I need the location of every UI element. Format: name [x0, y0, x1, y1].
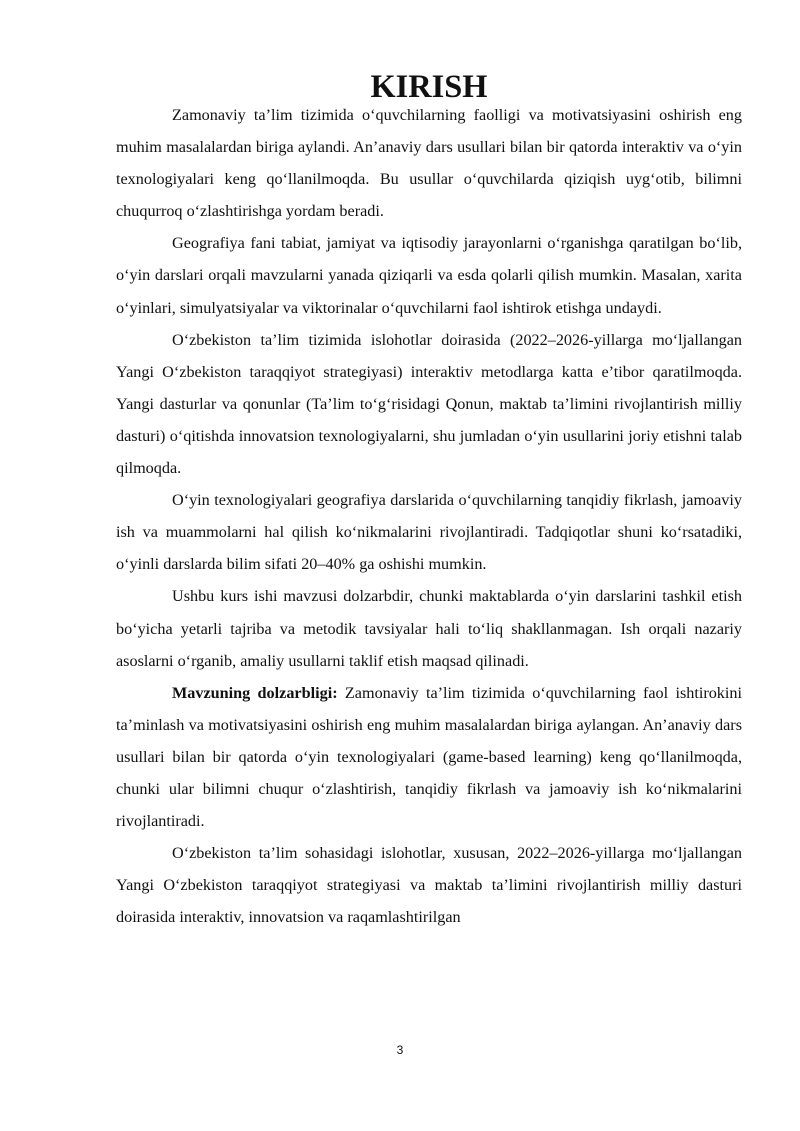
paragraph-3	[116, 324, 742, 484]
paragraph-1	[116, 99, 742, 227]
paragraph-lead: Mavzuning dolzarbligi:	[172, 683, 338, 702]
paragraph-text: O‘zbekiston ta’lim tizimida islohotlar doirasida (2022–2026-yillarga mo‘ljallangan Yangi O‘zbekiston taraqqiyot strategiyasi) interaktiv metodlarga katta e’tibor qaratilmoqda. Yangi dasturlar va qonunlar (Ta’lim to‘g‘risidagi Qonun, maktab ta’limini rivojlantirish milliy dasturi) o‘qitishda innovatsion texnologiyalarni, shu jumladan o‘yin usullarini joriy etishni talab qilmoqda.	[116, 330, 742, 478]
paragraph-text: O‘yin texnologiyalari geografiya darslarida o‘quvchilarning tanqidiy fikrlash, jamoaviy ish va muammolarni hal qilish ko‘nikmalarini rivojlantiradi. Tadqiqotlar shuni ko‘rsatadiki, o‘yinli darslarda bilim sifati 20–40% ga oshishi mumkin.	[116, 491, 742, 574]
paragraph-text: Zamonaviy ta’lim tizimida o‘quvchilarning faolligi va motivatsiyasini oshirish eng muhim masalalardan biriga aylandi. An’anaviy dars usullari bilan bir qatorda interaktiv va o‘yin texnologiyalari keng qo‘llanilmoqda. Bu usullar o‘quvchilarda qiziqish uyg‘otib, bilimni chuqurroq o‘zlashtirishga yordam beradi.	[116, 106, 742, 221]
paragraph-text: Zamonaviy ta’lim tizimida o‘quvchilarning faol ishtirokini ta’minlash va motivatsiyasini oshirish eng muhim masalalardan biriga aylangan. An’anaviy dars usullari bilan bir qatorda o‘yin texnologiyalari (game-based learning) keng qo‘llanilmoqda, chunki ular bilimni chuqur o‘zlashtirish, tanqidiy fikrlash va jamoaviy ish ko‘nikmalarini rivojlantiradi.	[116, 683, 742, 831]
paragraph-text: O‘zbekiston ta’lim sohasidagi islohotlar, xususan, 2022–2026-yillarga mo‘ljallangan Yangi O‘zbekiston taraqqiyot strategiyasi va maktab ta’limini rivojlantirish milliy dasturi doirasida interaktiv, innovatsion va raqamlashtirilgan	[116, 844, 742, 927]
page-number: 3	[396, 1043, 404, 1057]
page-content	[116, 69, 742, 933]
paragraph-7	[116, 837, 742, 933]
paragraph-4	[116, 484, 742, 580]
paragraph-5	[116, 580, 742, 676]
paragraph-text: Ushbu kurs ishi mavzusi dolzarbdir, chunki maktablarda o‘yin darslarini tashkil etish bo‘yicha yetarli tajriba va metodik tavsiyalar hali to‘liq shakllanmagan. Ish orqali nazariy asoslarni o‘rganib, amaliy usullarni taklif etish maqsad qilinadi.	[116, 587, 742, 670]
section-title: KIRISH	[370, 69, 488, 105]
paragraph-6	[116, 677, 742, 837]
paragraph-2	[116, 227, 742, 323]
paragraph-text: Geografiya fani tabiat, jamiyat va iqtisodiy jarayonlarni o‘rganishga qaratilgan bo‘lib, o‘yin darslari orqali mavzularni yanada qiziqarli va esda qolarli qilish mumkin. Masalan, xarita o‘yinlari, simulyatsiyalar va viktorinalar o‘quvchilarni faol ishtirok etishga undaydi.	[116, 234, 742, 317]
